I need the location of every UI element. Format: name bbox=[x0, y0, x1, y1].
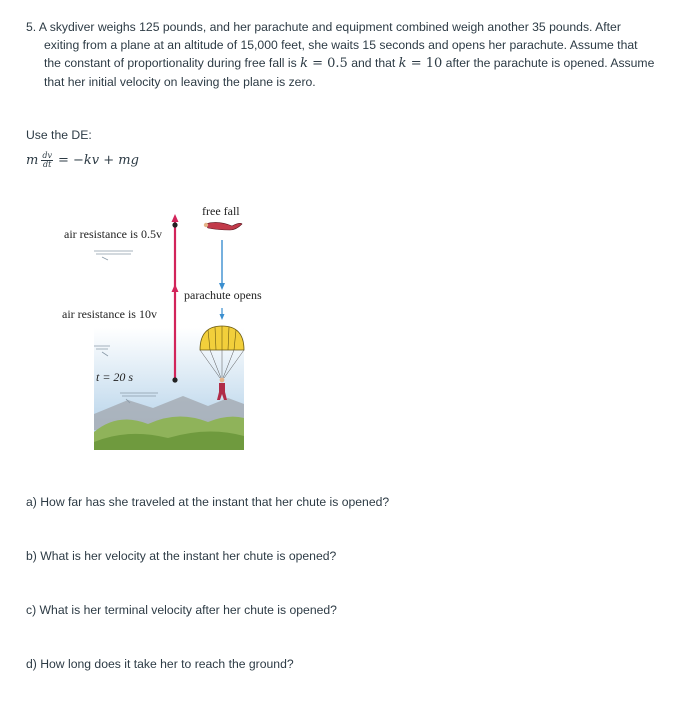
question-b: b) What is her velocity at the instant her chute is opened? bbox=[26, 549, 337, 563]
start-point bbox=[172, 222, 177, 227]
problem-text-2: and that bbox=[347, 56, 399, 70]
problem-number: 5. bbox=[26, 20, 37, 34]
question-a: a) How far has she traveled at the instant that her chute is opened? bbox=[26, 495, 390, 509]
label-air-resistance-2: air resistance is 10v bbox=[62, 307, 157, 321]
velocity-arrow-mid bbox=[172, 284, 179, 292]
problem-statement bbox=[26, 18, 656, 91]
skydiver-illustration bbox=[58, 200, 278, 452]
problem-text-3: after the parachute is opened. Assume that her initial velocity on leaving the plane is zero. bbox=[44, 56, 655, 89]
skydiver-figure bbox=[58, 200, 278, 452]
k-free-fall: k = 0.5 bbox=[300, 56, 348, 71]
end-point bbox=[172, 377, 177, 382]
free-fall-skydiver bbox=[204, 222, 242, 230]
de-rhs: = −kv + mg bbox=[57, 153, 139, 168]
label-parachute-opens: parachute opens bbox=[184, 288, 262, 302]
label-free-fall: free fall bbox=[202, 204, 240, 218]
k-parachute: k = 10 bbox=[398, 56, 443, 71]
use-de-label: Use the DE: bbox=[26, 128, 92, 142]
question-d: d) How long does it take her to reach the ground? bbox=[26, 657, 294, 671]
problem-paragraph bbox=[26, 18, 656, 91]
label-air-resistance-1: air resistance is 0.5v bbox=[64, 227, 162, 241]
de-m: m bbox=[26, 153, 39, 168]
differential-equation bbox=[26, 152, 139, 169]
problem-text-1: A skydiver weighs 125 pounds, and her parachute and equipment combined weigh another 35 pounds. After exiting from a plane at an altitude of 15,000 feet, she waits 15 seconds and opens her parachute. Assume that the constant of proportionality during free fall is bbox=[38, 20, 638, 70]
fall-arrow-2 bbox=[220, 314, 225, 320]
question-c: c) What is her terminal velocity after her chute is opened? bbox=[26, 603, 337, 617]
label-time: t = 20 s bbox=[96, 370, 134, 384]
de-derivative: $\frac{dv}{dt}$ bbox=[42, 151, 52, 169]
velocity-arrow-top bbox=[172, 214, 179, 222]
